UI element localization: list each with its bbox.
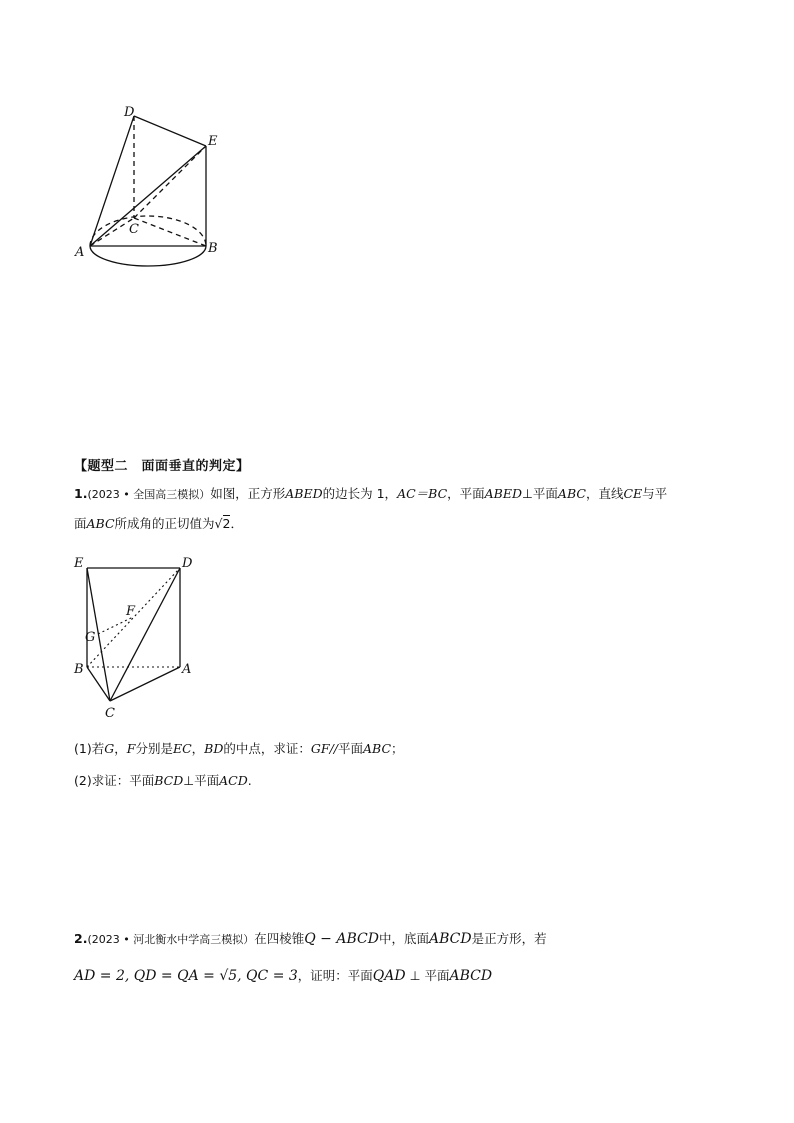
figure-2-prism (70, 553, 210, 723)
label-F: F (126, 604, 136, 619)
label-G: G (85, 630, 96, 645)
p1-text-d: ，直线 (585, 486, 624, 501)
sub1-number: (1) (74, 741, 92, 756)
p2-text-a: 在四棱锥 (254, 931, 305, 946)
problem-1-sub-1 (74, 739, 404, 759)
problem-1-line-2 (74, 514, 243, 534)
sub2-end: . (247, 773, 252, 788)
sub2-number: (2) (74, 773, 92, 788)
p2-base: ABCD (428, 931, 472, 947)
p1-text-c: ，平面 (447, 486, 485, 501)
p2-perp: ⊥ (405, 968, 425, 983)
problem-1-sub-2 (74, 771, 252, 791)
edge-CB (134, 218, 206, 246)
edge-AC (110, 667, 180, 701)
problem-1-number: 1. (74, 486, 88, 501)
p2-text-d: ，证明：平面 (297, 968, 373, 983)
p2-text-c: 是正方形，若 (471, 931, 547, 946)
p2-text-e: 平面 (424, 968, 450, 983)
p1-abed: ABED (285, 486, 323, 501)
sub1-text-b: 分别是 (135, 741, 173, 756)
problem-2-number: 2. (74, 931, 88, 946)
p1-text-a: 如图，正方形 (210, 486, 286, 501)
p1-line2-a: 面 (74, 516, 87, 531)
sub1-gf: GF (310, 741, 330, 756)
label-D: D (182, 556, 193, 571)
p1-ce: CE (623, 486, 643, 501)
sub1-comma: ， (114, 741, 127, 756)
base-ellipse-front (90, 246, 206, 266)
problem-2-line-2 (74, 966, 492, 986)
sub1-text-a: 若 (91, 741, 105, 756)
sub2-perp: ⊥平面 (183, 773, 220, 788)
sub1-text-c: 的中点，求证： (223, 741, 311, 756)
edge-CE (134, 146, 206, 218)
label-E: E (74, 556, 84, 571)
label-D: D (124, 105, 135, 120)
problem-2-source: (2023 • 河北衡水中学高三模拟） (87, 933, 255, 946)
p1-text-e: 与平 (642, 486, 668, 501)
sub1-f: F (126, 741, 136, 756)
label-B: B (208, 241, 218, 256)
p1-abc-2: ABC (86, 516, 115, 531)
sub1-text-d: 平面 (338, 741, 364, 756)
problem-2-line-1 (74, 929, 547, 950)
sub2-text-a: 求证：平面 (91, 773, 155, 788)
problem-1-source: (2023 • 全国高三模拟） (87, 488, 211, 501)
sub1-comma-2: ， (191, 741, 205, 756)
p2-condition: AD = 2, QD = QA = √5, QC = 3 (74, 968, 298, 984)
sub1-parallel: // (329, 741, 339, 756)
sub1-bd: BD (204, 741, 224, 756)
label-A: A (75, 245, 85, 260)
edge-DC (110, 568, 180, 701)
sub1-abc: ABC (363, 741, 392, 756)
sqrt-symbol: √ (214, 516, 223, 531)
label-B: B (74, 662, 84, 677)
p1-line2-end: ． (230, 516, 243, 531)
sub2-acd: ACD (219, 773, 248, 788)
edge-AC (90, 218, 134, 246)
sub1-g: G (104, 741, 115, 756)
p1-abed-2: ABED (484, 486, 523, 501)
p2-qad: QAD (372, 968, 406, 984)
sqrt-value: 2 (222, 516, 231, 531)
problem-1-line-1 (74, 484, 667, 505)
p2-text-b: 中，底面 (378, 931, 429, 946)
label-E: E (208, 134, 218, 149)
label-C: C (105, 706, 115, 721)
sub2-bcd: BCD (154, 773, 184, 788)
p1-text-b: 的边长为 1， (322, 486, 398, 501)
p1-line2-b: 所成角的正切值为 (114, 516, 215, 531)
p1-abc: ABC (557, 486, 586, 501)
p2-abcd: ABCD (449, 968, 493, 984)
label-A: A (182, 662, 192, 677)
p1-ac-bc: AC＝BC (397, 486, 448, 501)
section-heading: 【题型二 面面垂直的判定】 (74, 459, 250, 474)
edge-DE (134, 116, 206, 146)
sub1-end: ； (391, 741, 404, 756)
figure-1-solid (70, 100, 230, 280)
sub1-ec: EC (172, 741, 192, 756)
label-C: C (129, 222, 139, 237)
segment-GF (98, 617, 133, 634)
p1-perp: ⊥平面 (522, 486, 558, 501)
p2-pyramid: Q − ABCD (304, 931, 379, 947)
